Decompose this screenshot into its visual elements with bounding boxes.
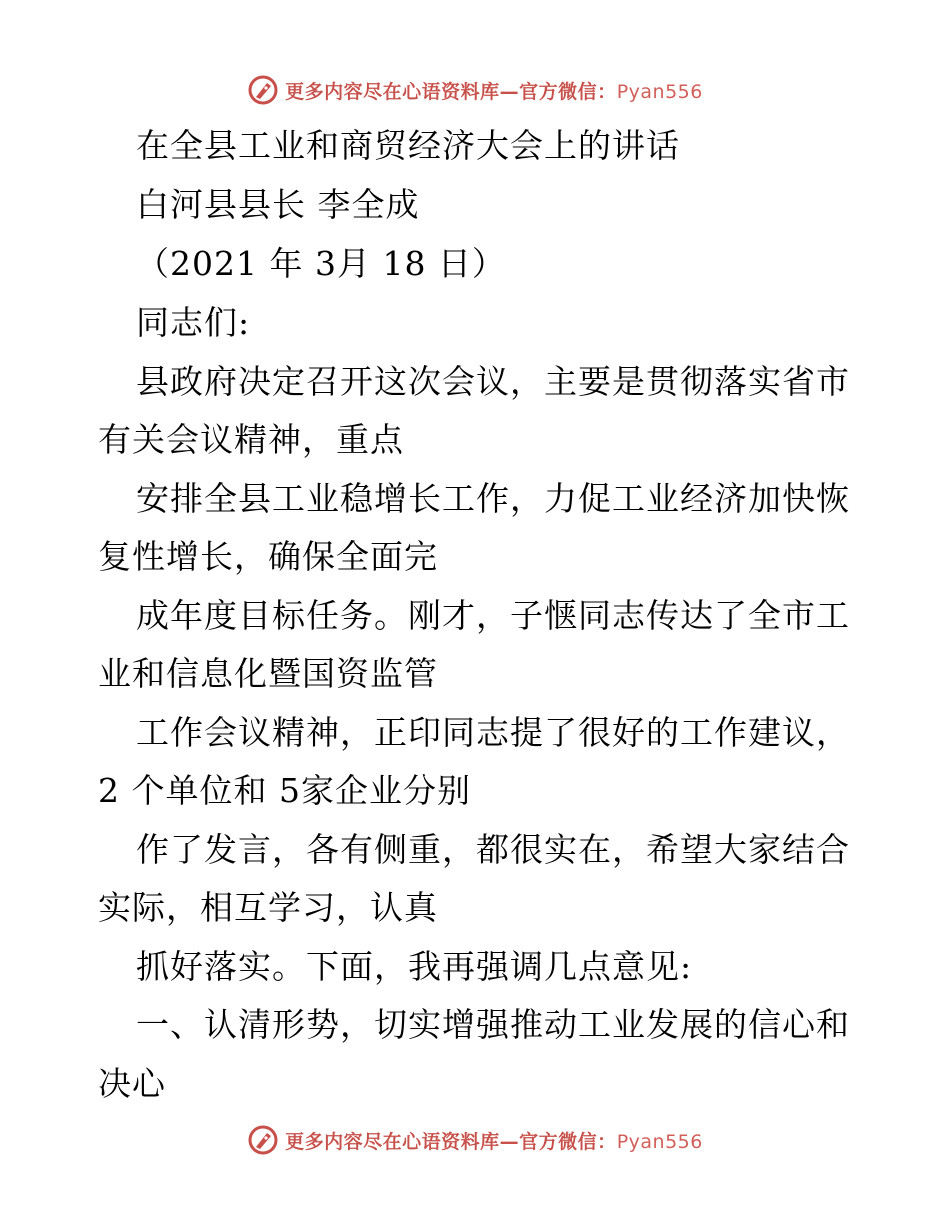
paragraph-line: 业和信息化暨国资监管 <box>98 654 438 693</box>
paragraph-line: 县政府决定召开这次会议，主要是贯彻落实省市 <box>136 362 850 401</box>
paragraph-line: 2 个单位和 5家企业分别 <box>98 771 471 810</box>
section-heading-continued: 决心 <box>98 1064 166 1103</box>
paragraph-line: 成年度目标任务。刚才，子惬同志传达了全市工 <box>136 596 850 635</box>
paragraph-line: 工作会议精神，正印同志提了很好的工作建议， <box>136 713 850 752</box>
paragraph-line: 复性增长，确保全面完 <box>98 537 438 576</box>
pen-nib-logo-icon <box>247 1124 279 1156</box>
document-date: （2021 年 3月 18 日） <box>136 244 506 283</box>
document-title: 在全县工业和商贸经济大会上的讲话 <box>136 126 680 165</box>
section-heading: 一、认清形势，切实增强推动工业发展的信心和 <box>136 1005 850 1044</box>
document-salutation: 同志们: <box>136 303 251 342</box>
watermark-footer <box>0 1120 950 1160</box>
watermark-text: 更多内容尽在心语资料库—官方微信：Pyan556 <box>285 80 703 103</box>
watermark-text: 更多内容尽在心语资料库—官方微信：Pyan556 <box>285 1130 703 1153</box>
paragraph-line: 实际，相互学习，认真 <box>98 888 438 927</box>
paragraph-line: 抓好落实。下面，我再强调几点意见: <box>136 947 693 986</box>
paragraph-line: 安排全县工业稳增长工作，力促工业经济加快恢 <box>136 479 850 518</box>
document-author: 白河县县长 李全成 <box>136 185 420 224</box>
paragraph-line: 作了发言，各有侧重，都很实在，希望大家结合 <box>136 830 850 869</box>
paragraph-line: 有关会议精神，重点 <box>98 420 404 459</box>
